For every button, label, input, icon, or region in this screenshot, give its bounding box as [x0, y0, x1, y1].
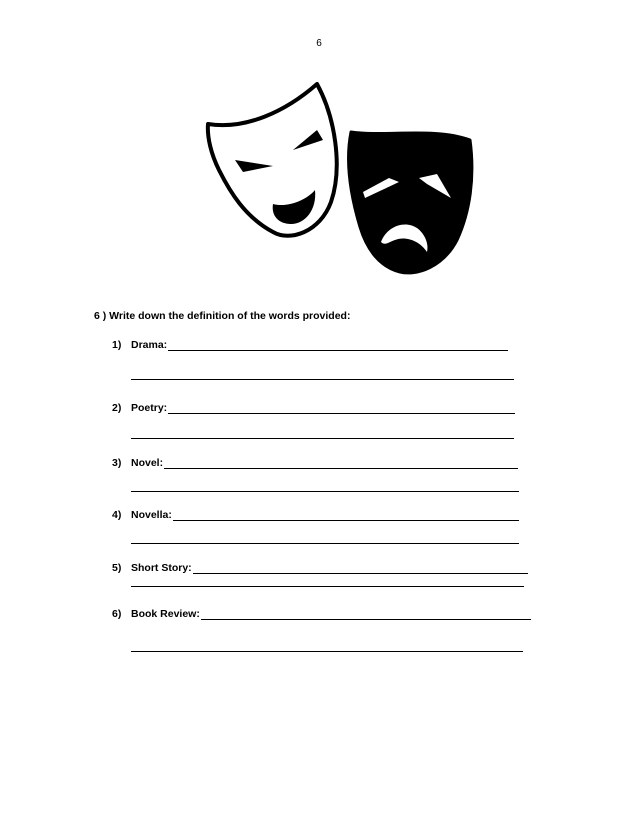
answer-line[interactable] [164, 458, 518, 469]
answer-line[interactable] [173, 510, 519, 521]
comedy-mask-icon [208, 84, 337, 236]
item-label: Novel: [131, 457, 164, 469]
answer-line[interactable] [168, 403, 515, 414]
answer-line[interactable] [131, 491, 519, 492]
item-number: 5) [112, 562, 122, 574]
item-label: Poetry: [131, 402, 168, 414]
definition-item-novella [112, 509, 519, 521]
tragedy-mask-icon [349, 132, 472, 273]
answer-line[interactable] [201, 609, 531, 620]
answer-line[interactable] [131, 543, 519, 544]
definition-item-poetry [112, 402, 515, 414]
comedy-tragedy-masks-icon [205, 82, 475, 277]
item-number: 1) [112, 339, 122, 351]
answer-line[interactable] [131, 379, 514, 380]
question-heading: 6 ) Write down the definition of the words provided: [94, 310, 351, 322]
answer-line[interactable] [193, 563, 528, 574]
definition-item-short-story [112, 562, 528, 574]
item-number: 2) [112, 402, 122, 414]
answer-line[interactable] [168, 340, 508, 351]
item-number: 4) [112, 509, 122, 521]
item-number: 3) [112, 457, 122, 469]
page-number: 6 [316, 38, 322, 49]
item-label: Short Story: [131, 562, 192, 574]
definition-item-novel [112, 457, 518, 469]
answer-line[interactable] [131, 651, 523, 652]
definition-item-drama [112, 339, 508, 351]
definition-item-book-review [112, 608, 531, 620]
answer-line[interactable] [131, 586, 524, 587]
item-number: 6) [112, 608, 122, 620]
answer-line[interactable] [131, 438, 514, 439]
item-label: Novella: [131, 509, 172, 521]
item-label: Drama: [131, 339, 168, 351]
item-label: Book Review: [131, 608, 200, 620]
